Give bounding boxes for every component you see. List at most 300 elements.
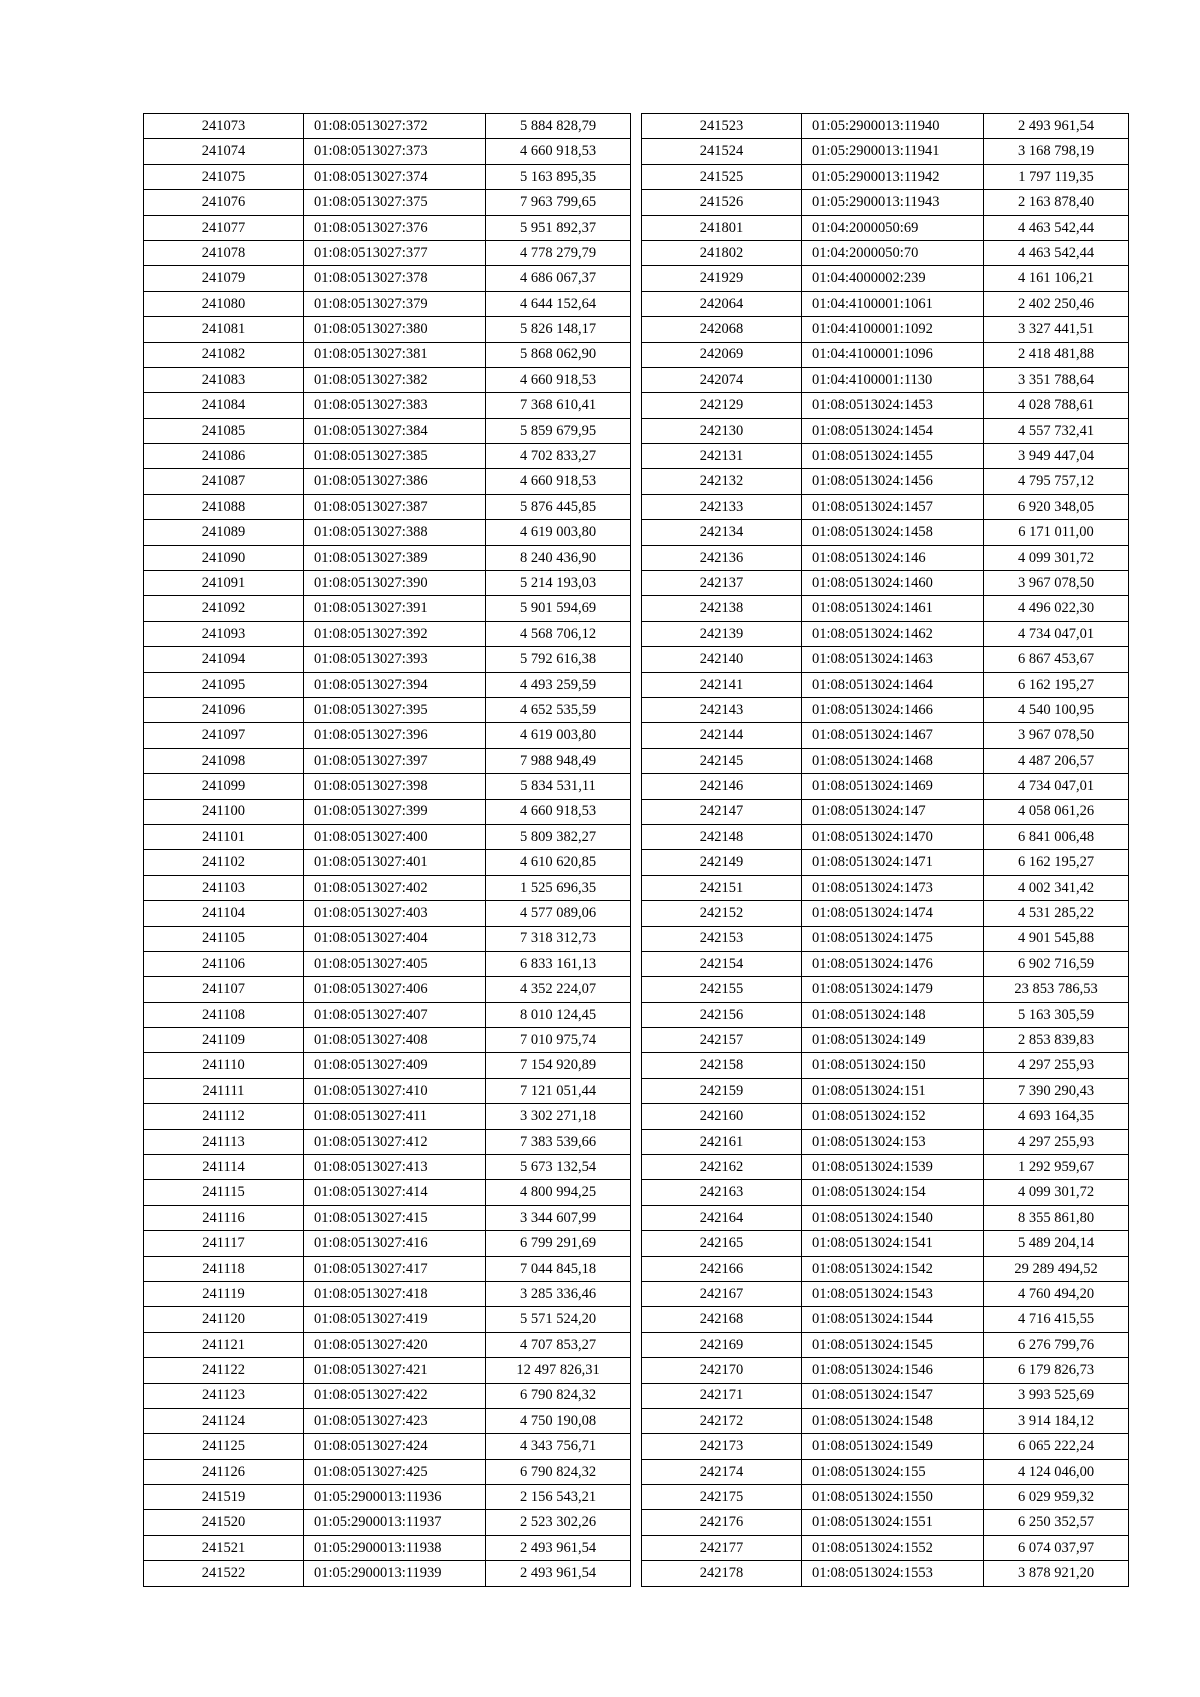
cadastral-number-cell: 01:05:2900013:11943 (802, 190, 984, 215)
record-number-cell: 241801 (642, 215, 802, 240)
cadastral-number-cell: 01:08:0513027:378 (304, 266, 486, 291)
cadastral-number-cell: 01:08:0513024:1539 (802, 1155, 984, 1180)
table-row (642, 1535, 1129, 1560)
cadastral-value-cell: 5 792 616,38 (486, 647, 631, 672)
cadastral-number-cell: 01:08:0513024:1550 (802, 1485, 984, 1510)
table-row (642, 951, 1129, 976)
cadastral-number-cell: 01:08:0513024:1463 (802, 647, 984, 672)
table-row (144, 1078, 631, 1103)
table-row (642, 444, 1129, 469)
table-row (144, 215, 631, 240)
cadastral-value-cell: 8 355 861,80 (984, 1205, 1129, 1230)
cadastral-value-cell: 3 878 921,20 (984, 1561, 1129, 1586)
table-row (642, 1332, 1129, 1357)
record-number-cell: 241104 (144, 901, 304, 926)
cadastral-value-cell: 3 302 271,18 (486, 1104, 631, 1129)
record-number-cell: 241082 (144, 342, 304, 367)
record-number-cell: 241076 (144, 190, 304, 215)
cadastral-number-cell: 01:08:0513027:399 (304, 799, 486, 824)
cadastral-number-cell: 01:08:0513027:415 (304, 1205, 486, 1230)
cadastral-number-cell: 01:08:0513024:149 (802, 1028, 984, 1053)
cadastral-number-cell: 01:08:0513024:1470 (802, 824, 984, 849)
record-number-cell: 242164 (642, 1205, 802, 1230)
cadastral-number-cell: 01:04:4100001:1092 (802, 317, 984, 342)
cadastral-value-cell: 6 799 291,69 (486, 1231, 631, 1256)
cadastral-number-cell: 01:05:2900013:11937 (304, 1510, 486, 1535)
record-number-cell: 242134 (642, 520, 802, 545)
record-number-cell: 241110 (144, 1053, 304, 1078)
table-row (642, 1002, 1129, 1027)
cadastral-number-cell: 01:05:2900013:11938 (304, 1535, 486, 1560)
table-left-body (144, 114, 631, 1587)
table-row (144, 1358, 631, 1383)
cadastral-number-cell: 01:05:2900013:11939 (304, 1561, 486, 1586)
table-row (642, 190, 1129, 215)
cadastral-number-cell: 01:08:0513027:424 (304, 1434, 486, 1459)
cadastral-number-cell: 01:08:0513027:385 (304, 444, 486, 469)
record-number-cell: 242129 (642, 393, 802, 418)
record-number-cell: 242177 (642, 1535, 802, 1560)
cadastral-number-cell: 01:08:0513027:382 (304, 367, 486, 392)
record-number-cell: 241125 (144, 1434, 304, 1459)
table-row (642, 1104, 1129, 1129)
table-left (143, 113, 631, 1587)
table-row (642, 240, 1129, 265)
record-number-cell: 241093 (144, 621, 304, 646)
cadastral-value-cell: 7 318 312,73 (486, 926, 631, 951)
cadastral-number-cell: 01:08:0513024:1542 (802, 1256, 984, 1281)
cadastral-number-cell: 01:08:0513024:1552 (802, 1535, 984, 1560)
cadastral-number-cell: 01:08:0513027:414 (304, 1180, 486, 1205)
cadastral-number-cell: 01:08:0513027:407 (304, 1002, 486, 1027)
cadastral-number-cell: 01:08:0513024:1545 (802, 1332, 984, 1357)
record-number-cell: 241124 (144, 1408, 304, 1433)
table-row (144, 418, 631, 443)
record-number-cell: 242139 (642, 621, 802, 646)
cadastral-number-cell: 01:08:0513027:381 (304, 342, 486, 367)
cadastral-value-cell: 5 859 679,95 (486, 418, 631, 443)
table-row (642, 672, 1129, 697)
cadastral-value-cell: 6 162 195,27 (984, 672, 1129, 697)
record-number-cell: 242157 (642, 1028, 802, 1053)
cadastral-value-cell: 4 577 089,06 (486, 901, 631, 926)
table-row (144, 190, 631, 215)
record-number-cell: 242176 (642, 1510, 802, 1535)
record-number-cell: 241087 (144, 469, 304, 494)
cadastral-value-cell: 2 156 543,21 (486, 1485, 631, 1510)
cadastral-value-cell: 7 121 051,44 (486, 1078, 631, 1103)
cadastral-value-cell: 4 619 003,80 (486, 723, 631, 748)
cadastral-number-cell: 01:08:0513027:390 (304, 571, 486, 596)
record-number-cell: 242169 (642, 1332, 802, 1357)
cadastral-number-cell: 01:08:0513024:1456 (802, 469, 984, 494)
table-row (642, 1561, 1129, 1586)
cadastral-number-cell: 01:08:0513027:393 (304, 647, 486, 672)
cadastral-value-cell: 4 493 259,59 (486, 672, 631, 697)
cadastral-value-cell: 3 967 078,50 (984, 723, 1129, 748)
record-number-cell: 241101 (144, 824, 304, 849)
table-row (642, 850, 1129, 875)
cadastral-number-cell: 01:05:2900013:11936 (304, 1485, 486, 1510)
record-number-cell: 241083 (144, 367, 304, 392)
cadastral-value-cell: 7 044 845,18 (486, 1256, 631, 1281)
cadastral-value-cell: 5 214 193,03 (486, 571, 631, 596)
table-row (144, 1256, 631, 1281)
cadastral-value-cell: 2 853 839,83 (984, 1028, 1129, 1053)
cadastral-number-cell: 01:08:0513027:379 (304, 291, 486, 316)
record-number-cell: 241126 (144, 1459, 304, 1484)
cadastral-value-cell: 6 250 352,57 (984, 1510, 1129, 1535)
cadastral-number-cell: 01:08:0513024:1544 (802, 1307, 984, 1332)
cadastral-number-cell: 01:08:0513024:1458 (802, 520, 984, 545)
cadastral-value-cell: 6 065 222,24 (984, 1434, 1129, 1459)
record-number-cell: 241519 (144, 1485, 304, 1510)
cadastral-number-cell: 01:08:0513027:392 (304, 621, 486, 646)
cadastral-number-cell: 01:08:0513024:1540 (802, 1205, 984, 1230)
cadastral-value-cell: 6 920 348,05 (984, 494, 1129, 519)
cadastral-number-cell: 01:08:0513024:1457 (802, 494, 984, 519)
cadastral-value-cell: 5 951 892,37 (486, 215, 631, 240)
cadastral-number-cell: 01:08:0513024:1468 (802, 748, 984, 773)
table-row (144, 571, 631, 596)
table-row (642, 1358, 1129, 1383)
table-row (642, 697, 1129, 722)
record-number-cell: 241116 (144, 1205, 304, 1230)
table-row (144, 1104, 631, 1129)
record-number-cell: 241090 (144, 545, 304, 570)
record-number-cell: 242143 (642, 697, 802, 722)
cadastral-value-cell: 4 660 918,53 (486, 139, 631, 164)
cadastral-number-cell: 01:08:0513027:388 (304, 520, 486, 545)
cadastral-number-cell: 01:08:0513027:377 (304, 240, 486, 265)
record-number-cell: 242137 (642, 571, 802, 596)
table-row (144, 1510, 631, 1535)
table-row (642, 266, 1129, 291)
table-row (144, 1383, 631, 1408)
cadastral-value-cell: 23 853 786,53 (984, 977, 1129, 1002)
record-number-cell: 241095 (144, 672, 304, 697)
cadastral-number-cell: 01:05:2900013:11940 (802, 114, 984, 139)
cadastral-value-cell: 4 161 106,21 (984, 266, 1129, 291)
table-row (144, 799, 631, 824)
cadastral-number-cell: 01:08:0513024:155 (802, 1459, 984, 1484)
cadastral-value-cell: 5 673 132,54 (486, 1155, 631, 1180)
record-number-cell: 241073 (144, 114, 304, 139)
cadastral-value-cell: 6 276 799,76 (984, 1332, 1129, 1357)
cadastral-value-cell: 4 734 047,01 (984, 621, 1129, 646)
cadastral-number-cell: 01:05:2900013:11942 (802, 164, 984, 189)
record-number-cell: 241111 (144, 1078, 304, 1103)
cadastral-number-cell: 01:08:0513024:1543 (802, 1281, 984, 1306)
table-row (144, 926, 631, 951)
table-row (144, 977, 631, 1002)
table-right (641, 113, 1129, 1587)
table-row (144, 1561, 631, 1586)
record-number-cell: 242149 (642, 850, 802, 875)
record-number-cell: 242147 (642, 799, 802, 824)
record-number-cell: 241119 (144, 1281, 304, 1306)
table-row (144, 317, 631, 342)
record-number-cell: 241079 (144, 266, 304, 291)
table-row (642, 1028, 1129, 1053)
table-row (144, 748, 631, 773)
cadastral-number-cell: 01:08:0513027:406 (304, 977, 486, 1002)
table-row (144, 1002, 631, 1027)
table-row (144, 1281, 631, 1306)
record-number-cell: 242178 (642, 1561, 802, 1586)
table-row (642, 723, 1129, 748)
table-row (642, 977, 1129, 1002)
record-number-cell: 241114 (144, 1155, 304, 1180)
cadastral-value-cell: 5 163 895,35 (486, 164, 631, 189)
record-number-cell: 241115 (144, 1180, 304, 1205)
table-row (642, 774, 1129, 799)
cadastral-value-cell: 6 029 959,32 (984, 1485, 1129, 1510)
cadastral-value-cell: 1 525 696,35 (486, 875, 631, 900)
record-number-cell: 242074 (642, 367, 802, 392)
cadastral-value-cell: 7 010 975,74 (486, 1028, 631, 1053)
table-row (642, 1307, 1129, 1332)
cadastral-number-cell: 01:08:0513024:1476 (802, 951, 984, 976)
table-row (144, 367, 631, 392)
record-number-cell: 241108 (144, 1002, 304, 1027)
cadastral-value-cell: 5 868 062,90 (486, 342, 631, 367)
cadastral-number-cell: 01:08:0513027:412 (304, 1129, 486, 1154)
record-number-cell: 241107 (144, 977, 304, 1002)
record-number-cell: 242160 (642, 1104, 802, 1129)
cadastral-value-cell: 5 901 594,69 (486, 596, 631, 621)
cadastral-number-cell: 01:08:0513024:1553 (802, 1561, 984, 1586)
cadastral-number-cell: 01:08:0513027:425 (304, 1459, 486, 1484)
record-number-cell: 241118 (144, 1256, 304, 1281)
cadastral-value-cell: 2 163 878,40 (984, 190, 1129, 215)
cadastral-value-cell: 4 660 918,53 (486, 367, 631, 392)
cadastral-number-cell: 01:08:0513024:1551 (802, 1510, 984, 1535)
cadastral-value-cell: 7 963 799,65 (486, 190, 631, 215)
record-number-cell: 241109 (144, 1028, 304, 1053)
record-number-cell: 242156 (642, 1002, 802, 1027)
table-row (144, 697, 631, 722)
table-row (642, 1078, 1129, 1103)
table-row (642, 1180, 1129, 1205)
cadastral-number-cell: 01:08:0513024:1475 (802, 926, 984, 951)
table-row (144, 164, 631, 189)
record-number-cell: 242151 (642, 875, 802, 900)
cadastral-value-cell: 5 876 445,85 (486, 494, 631, 519)
table-row (642, 647, 1129, 672)
cadastral-value-cell: 4 028 788,61 (984, 393, 1129, 418)
record-number-cell: 241075 (144, 164, 304, 189)
cadastral-value-cell: 4 568 706,12 (486, 621, 631, 646)
table-row (642, 215, 1129, 240)
cadastral-value-cell: 4 660 918,53 (486, 799, 631, 824)
cadastral-number-cell: 01:08:0513024:150 (802, 1053, 984, 1078)
record-number-cell: 242167 (642, 1281, 802, 1306)
cadastral-value-cell: 4 652 535,59 (486, 697, 631, 722)
table-row (642, 621, 1129, 646)
cadastral-value-cell: 7 390 290,43 (984, 1078, 1129, 1103)
table-row (144, 444, 631, 469)
cadastral-number-cell: 01:08:0513027:387 (304, 494, 486, 519)
record-number-cell: 241081 (144, 317, 304, 342)
cadastral-value-cell: 2 523 302,26 (486, 1510, 631, 1535)
cadastral-value-cell: 6 867 453,67 (984, 647, 1129, 672)
cadastral-number-cell: 01:08:0513024:1462 (802, 621, 984, 646)
record-number-cell: 242154 (642, 951, 802, 976)
table-row (642, 164, 1129, 189)
cadastral-number-cell: 01:05:2900013:11941 (802, 139, 984, 164)
cadastral-value-cell: 7 383 539,66 (486, 1129, 631, 1154)
table-row (144, 266, 631, 291)
record-number-cell: 241121 (144, 1332, 304, 1357)
cadastral-value-cell: 8 010 124,45 (486, 1002, 631, 1027)
record-number-cell: 241521 (144, 1535, 304, 1560)
cadastral-value-cell: 2 402 250,46 (984, 291, 1129, 316)
cadastral-value-cell: 4 750 190,08 (486, 1408, 631, 1433)
table-row (642, 291, 1129, 316)
cadastral-value-cell: 4 343 756,71 (486, 1434, 631, 1459)
cadastral-number-cell: 01:08:0513024:1455 (802, 444, 984, 469)
table-row (642, 1205, 1129, 1230)
table-row (642, 1129, 1129, 1154)
cadastral-number-cell: 01:08:0513027:391 (304, 596, 486, 621)
record-number-cell: 241522 (144, 1561, 304, 1586)
cadastral-number-cell: 01:08:0513027:403 (304, 901, 486, 926)
cadastral-value-cell: 4 496 022,30 (984, 596, 1129, 621)
record-number-cell: 242133 (642, 494, 802, 519)
cadastral-number-cell: 01:04:2000050:69 (802, 215, 984, 240)
record-number-cell: 241089 (144, 520, 304, 545)
cadastral-value-cell: 6 790 824,32 (486, 1459, 631, 1484)
table-row (642, 901, 1129, 926)
cadastral-value-cell: 6 841 006,48 (984, 824, 1129, 849)
record-number-cell: 242163 (642, 1180, 802, 1205)
cadastral-number-cell: 01:08:0513027:421 (304, 1358, 486, 1383)
table-row (144, 240, 631, 265)
table-row (144, 647, 631, 672)
cadastral-number-cell: 01:08:0513027:401 (304, 850, 486, 875)
cadastral-number-cell: 01:04:4000002:239 (802, 266, 984, 291)
record-number-cell: 242146 (642, 774, 802, 799)
record-number-cell: 242155 (642, 977, 802, 1002)
table-row (642, 545, 1129, 570)
cadastral-number-cell: 01:08:0513027:389 (304, 545, 486, 570)
cadastral-number-cell: 01:08:0513027:410 (304, 1078, 486, 1103)
table-row (642, 393, 1129, 418)
table-row (642, 469, 1129, 494)
cadastral-number-cell: 01:08:0513024:1549 (802, 1434, 984, 1459)
table-row (144, 951, 631, 976)
cadastral-value-cell: 5 834 531,11 (486, 774, 631, 799)
record-number-cell: 242170 (642, 1358, 802, 1383)
cadastral-number-cell: 01:08:0513027:422 (304, 1383, 486, 1408)
cadastral-number-cell: 01:08:0513024:1473 (802, 875, 984, 900)
table-row (642, 799, 1129, 824)
record-number-cell: 241077 (144, 215, 304, 240)
table-row (642, 1485, 1129, 1510)
cadastral-number-cell: 01:08:0513027:396 (304, 723, 486, 748)
record-number-cell: 241088 (144, 494, 304, 519)
table-row (144, 850, 631, 875)
table-row (642, 1281, 1129, 1306)
record-number-cell: 242136 (642, 545, 802, 570)
cadastral-value-cell: 1 292 959,67 (984, 1155, 1129, 1180)
table-row (144, 494, 631, 519)
record-number-cell: 241122 (144, 1358, 304, 1383)
cadastral-value-cell: 2 418 481,88 (984, 342, 1129, 367)
cadastral-value-cell: 3 351 788,64 (984, 367, 1129, 392)
cadastral-value-cell: 6 790 824,32 (486, 1383, 631, 1408)
table-row (144, 114, 631, 139)
table-row (144, 545, 631, 570)
table-row (144, 774, 631, 799)
record-number-cell: 241096 (144, 697, 304, 722)
table-row (144, 1205, 631, 1230)
cadastral-value-cell: 5 489 204,14 (984, 1231, 1129, 1256)
cadastral-value-cell: 5 884 828,79 (486, 114, 631, 139)
cadastral-number-cell: 01:08:0513027:380 (304, 317, 486, 342)
record-number-cell: 241112 (144, 1104, 304, 1129)
cadastral-number-cell: 01:08:0513027:408 (304, 1028, 486, 1053)
cadastral-number-cell: 01:08:0513027:375 (304, 190, 486, 215)
cadastral-number-cell: 01:08:0513024:1460 (802, 571, 984, 596)
table-row (642, 342, 1129, 367)
cadastral-value-cell: 4 099 301,72 (984, 1180, 1129, 1205)
record-number-cell: 241099 (144, 774, 304, 799)
record-number-cell: 241105 (144, 926, 304, 951)
cadastral-value-cell: 4 800 994,25 (486, 1180, 631, 1205)
table-row (144, 520, 631, 545)
record-number-cell: 241078 (144, 240, 304, 265)
record-number-cell: 242171 (642, 1383, 802, 1408)
table-right-body (642, 114, 1129, 1587)
cadastral-value-cell: 2 493 961,54 (984, 114, 1129, 139)
cadastral-value-cell: 4 058 061,26 (984, 799, 1129, 824)
cadastral-number-cell: 01:08:0513024:1461 (802, 596, 984, 621)
cadastral-value-cell: 6 074 037,97 (984, 1535, 1129, 1560)
table-row (642, 596, 1129, 621)
cadastral-value-cell: 4 002 341,42 (984, 875, 1129, 900)
table-row (144, 723, 631, 748)
cadastral-number-cell: 01:08:0513024:151 (802, 1078, 984, 1103)
cadastral-value-cell: 7 154 920,89 (486, 1053, 631, 1078)
record-number-cell: 242141 (642, 672, 802, 697)
cadastral-number-cell: 01:04:2000050:70 (802, 240, 984, 265)
cadastral-number-cell: 01:08:0513024:1454 (802, 418, 984, 443)
record-number-cell: 241100 (144, 799, 304, 824)
record-number-cell: 241113 (144, 1129, 304, 1154)
table-row (642, 748, 1129, 773)
cadastral-value-cell: 6 162 195,27 (984, 850, 1129, 875)
cadastral-number-cell: 01:04:4100001:1061 (802, 291, 984, 316)
cadastral-number-cell: 01:08:0513024:1467 (802, 723, 984, 748)
table-row (144, 1180, 631, 1205)
record-number-cell: 242172 (642, 1408, 802, 1433)
table-row (642, 494, 1129, 519)
table-row (144, 672, 631, 697)
table-row (144, 901, 631, 926)
cadastral-number-cell: 01:08:0513024:1453 (802, 393, 984, 418)
cadastral-value-cell: 4 734 047,01 (984, 774, 1129, 799)
table-row (642, 1256, 1129, 1281)
record-number-cell: 242130 (642, 418, 802, 443)
table-row (144, 1053, 631, 1078)
cadastral-value-cell: 4 463 542,44 (984, 215, 1129, 240)
cadastral-number-cell: 01:08:0513024:1466 (802, 697, 984, 722)
table-row (642, 139, 1129, 164)
record-number-cell: 241074 (144, 139, 304, 164)
record-number-cell: 241929 (642, 266, 802, 291)
